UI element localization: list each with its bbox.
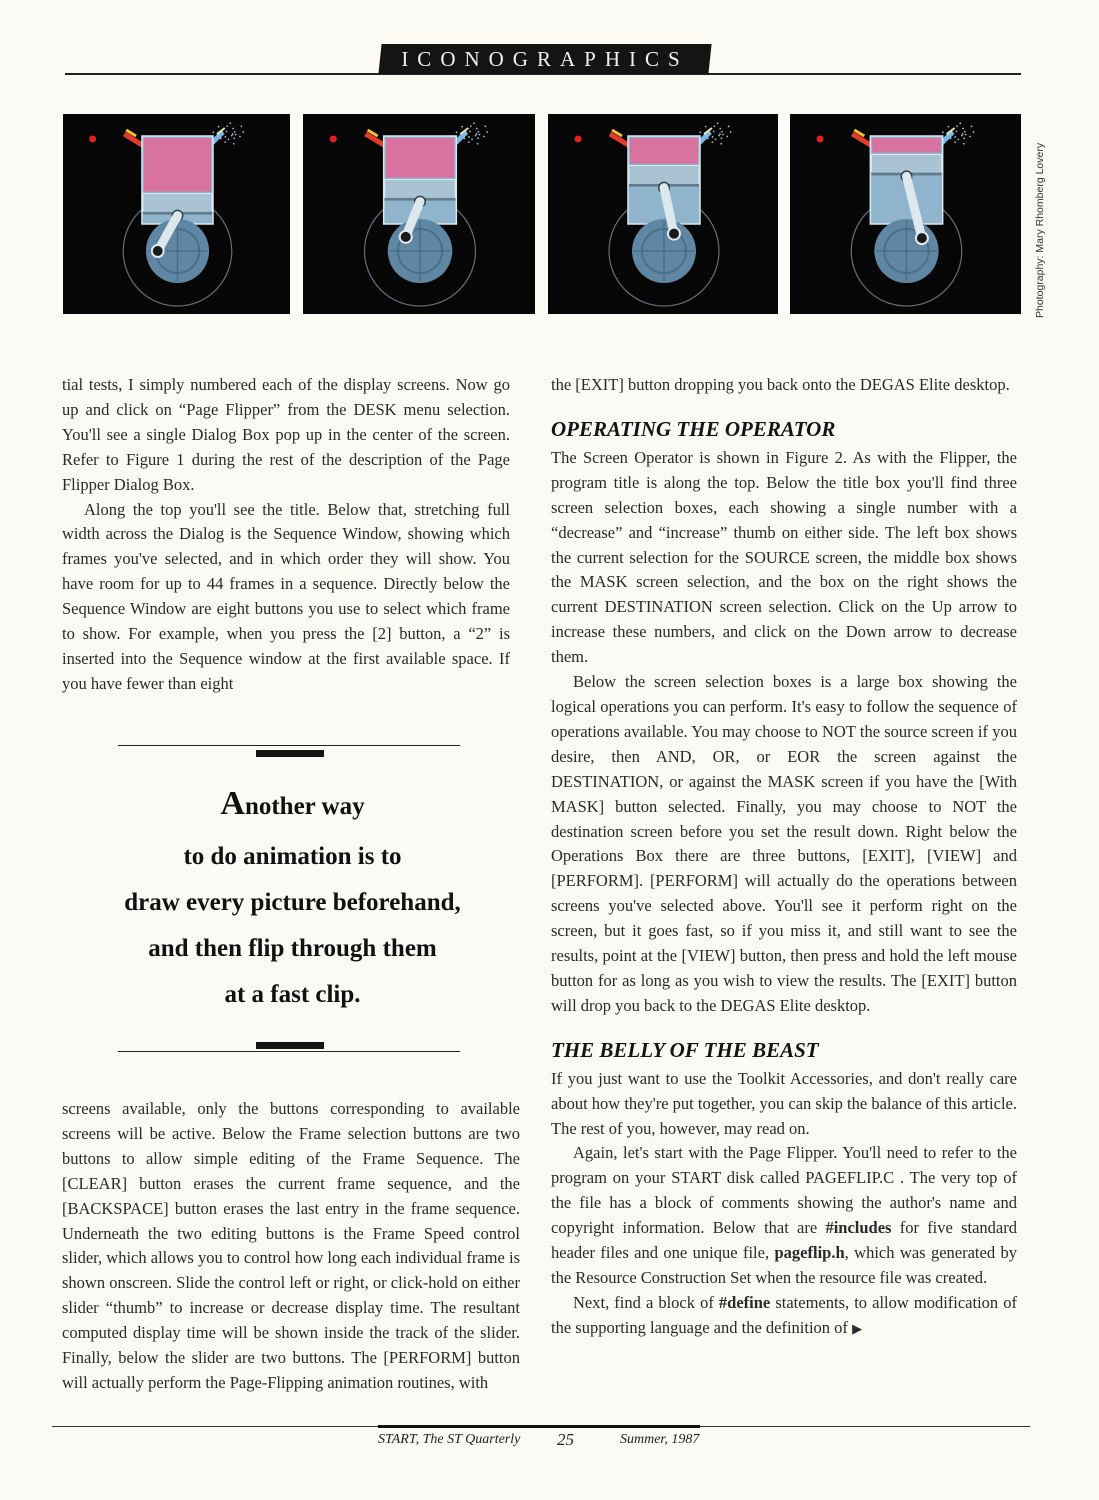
footer-magazine: START, The ST Quarterly [378, 1432, 521, 1447]
engine-frame-2-image [303, 114, 535, 314]
continue-arrow-icon: ▶ [852, 1320, 863, 1336]
pull-quote-bottom-bar [256, 1042, 324, 1049]
engine-frame-1-image [63, 114, 290, 314]
section-heading: OPERATING THE OPERATOR [551, 416, 836, 441]
body-paragraph: the [EXIT] button dropping you back onto the DEGAS Elite desktop. [551, 375, 1010, 394]
engine-frame-4-image [790, 114, 1021, 314]
body-paragraph: tial tests, I simply numbered each of the display screens. Now go up and click on “Page Flipper” from the DESK menu selection. You'll see a single Dialog Box pop up in the center of the screen. Refer to Figure 1 during the rest of the description of the Page Flipper Dialog Box. [62, 375, 510, 494]
pull-quote-line: Another way [220, 785, 365, 822]
code-filename: pageflip.h [774, 1243, 845, 1263]
section-heading: THE BELLY OF THE BEAST [551, 1037, 819, 1062]
engine-frame-3-image [548, 114, 778, 314]
pull-quote-line: at a fast clip. [224, 981, 361, 1008]
body-paragraph: Along the top you'll see the title. Below that, stretching full width across the Dialog is the Sequence Window, showing which frames you've selected, and in which order they will show. You have room for up to 44 frames in a sequence. Directly below the Sequence Window are eight buttons you use to select which frame to show. For example, when you press the [2] button, a “2” is inserted into the Sequence window at the first available space. If you have fewer than eight [62, 499, 510, 693]
pull-quote-bottom-rule [118, 1051, 460, 1052]
left-column-top [62, 373, 510, 697]
code-include: #includes [825, 1218, 892, 1238]
pull-quote-top-rule [118, 745, 460, 746]
pull-quote-line: draw every picture beforehand, [124, 889, 461, 916]
page-number: 25 [557, 1430, 574, 1449]
footer-issue: Summer, 1987 [620, 1432, 700, 1447]
body-paragraph: The Screen Operator is shown in Figure 2. As with the Flipper, the program title is along the top. Below the title box you'll find three screen selection boxes, each showing a single number with a “decrease” and “increase” thumb on either side. The left box shows the current selection for the SOURCE screen, the middle box shows the MASK screen selection, and the box on the right shows the current DESTINATION screen selection. Click on the Up arrow to increase these numbers, and click on the Down arrow to decrease them. [551, 447, 1017, 667]
body-paragraph: If you just want to use the Toolkit Accessories, and don't really care about how they're put together, you can skip the balance of this article. The rest of you, however, may read on. [551, 1068, 1017, 1138]
pull-quote-line: and then flip through them [148, 935, 437, 962]
code-define: #define [718, 1292, 771, 1312]
pull-quote-line: to do animation is to [183, 843, 402, 870]
footer-bar [378, 1425, 700, 1428]
photo-credit: Photography: Mary Rhomberg Lovery [1034, 142, 1046, 318]
left-column-bottom [62, 1097, 520, 1396]
body-paragraph: Next, find a block of #define statements, to allow modification of the supporting language and the definition of ▶ [551, 1292, 1017, 1337]
section-title: ICONOGRAPHICS [401, 47, 689, 71]
body-paragraph: screens available, only the buttons corresponding to available screens will be active. Below the Frame selection buttons are two buttons to allow simple editing of the Frame Sequence. The [CLEAR] button erases the current frame sequence, and the [BACKSPACE] button erases the last entry in the frame sequence. Underneath the two editing buttons is the Frame Speed control slider, which allows you to control how long each individual frame is shown onscreen. Slide the control left or right, or click-hold on either slider “thumb” to increase or decrease display time. The resultant computed display time will be shown inside the track of the slider. Finally, below the slider are two buttons. The [PERFORM] button will actually perform the Page-Flipping animation routines, with [62, 1099, 520, 1392]
body-paragraph: Below the screen selection boxes is a large box showing the logical operations you can perform. It's easy to follow the sequence of operations available. You may choose to NOT the source screen if you desire, then AND, OR, or EOR the screen against the DESTINATION, or against the MASK screen if you have the [With MASK] button selected. Finally, you may choose to NOT the destination screen before you set the result down. Right below the Operations Box there are three buttons, [EXIT], [VIEW] and [PERFORM]. [PERFORM] will actually do the operations between screens you've selected above. You'll see it perform right on the screen, but it goes fast, so if you miss it, and still want to see the results, point at the [VIEW] button, then press and hold the left mouse button for as long as you wish to view the results. The [EXIT] button will drop you back to the DEGAS Elite desktop. [551, 672, 1017, 1015]
pull-quote-top-bar [256, 750, 324, 757]
body-paragraph: Again, let's start with the Page Flipper. You'll need to refer to the program on your START disk called PAGEFLIP.C . The very top of the file has a block of comments showing the author's name and copyright information. Below that are #includes for five standard header files and one unique file, pageflip.h, which was generated by the Resource Construction Set when the resource file was created. [551, 1143, 1017, 1287]
right-column [551, 373, 1017, 1342]
